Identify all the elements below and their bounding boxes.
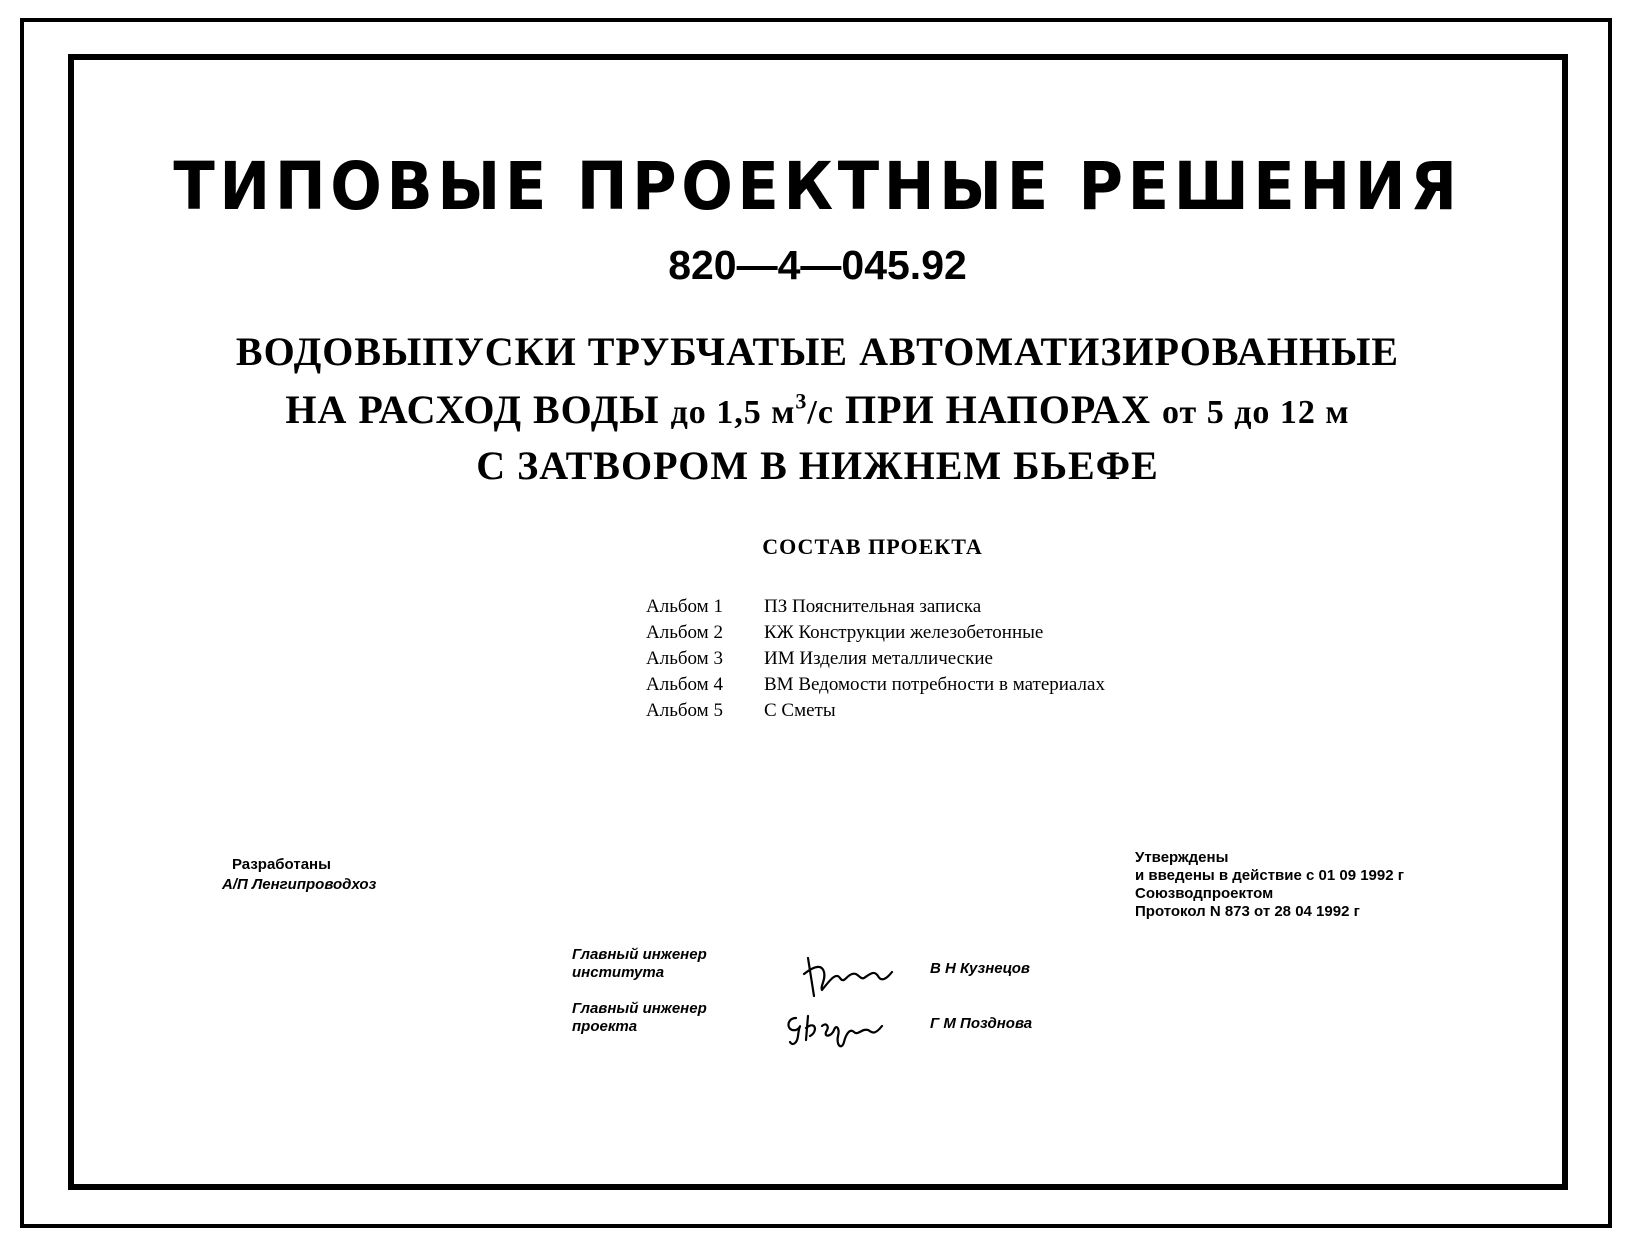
subtitle-line-2-unit: /с xyxy=(807,394,834,431)
album-number: Альбом 5 xyxy=(646,700,723,721)
signature-2-image xyxy=(782,1006,892,1056)
album-description: КЖ Конструкции железобетонные xyxy=(764,622,1044,643)
album-description: ИМ Изделия металлические xyxy=(764,648,993,669)
signature-1-image xyxy=(800,950,900,1002)
subtitle-line-2-part-a: НА РАСХОД ВОДЫ xyxy=(285,387,660,432)
signatory-2-role-line-2: проекта xyxy=(572,1018,638,1035)
album-number: Альбом 4 xyxy=(646,674,723,695)
albums-list xyxy=(646,594,1105,724)
album-number: Альбом 3 xyxy=(646,648,723,669)
subtitle-line-2 xyxy=(0,386,1635,433)
album-description: ВМ Ведомости потребности в материалах xyxy=(764,674,1105,695)
subtitle-line-2-head: от 5 до 12 м xyxy=(1161,394,1350,431)
developed-label: Разработаны xyxy=(232,856,331,873)
album-description: ПЗ Пояснительная записка xyxy=(764,596,982,617)
developed-org: А/П Ленгипроводхоз xyxy=(222,876,377,893)
subtitle-line-1: ВОДОВЫПУСКИ ТРУБЧАТЫЕ АВТОМАТИЗИРОВАННЫЕ xyxy=(235,329,1400,374)
approved-line-3: Союзводпроектом xyxy=(1135,885,1274,902)
album-number: Альбом 1 xyxy=(646,596,723,617)
album-description: С Сметы xyxy=(764,700,836,721)
subtitle-line-2-sup: 3 xyxy=(795,388,808,414)
signatory-1-role-line-1: Главный инженер xyxy=(572,946,707,963)
album-item xyxy=(646,672,1105,698)
approved-line-1: Утверждены xyxy=(1135,849,1229,866)
album-item xyxy=(646,620,1105,646)
signatory-1-role-line-2: института xyxy=(572,964,665,981)
album-number: Альбом 2 xyxy=(646,622,723,643)
album-item xyxy=(646,646,1105,672)
composition-heading: СОСТАВ ПРОЕКТА xyxy=(762,534,983,559)
approved-line-2: и введены в действие с 01 09 1992 г xyxy=(1135,867,1404,884)
subtitle-line-2-flow: до 1,5 м xyxy=(670,394,796,431)
signatory-2-name: Г М Позднова xyxy=(930,1015,1033,1032)
album-item xyxy=(646,698,1105,724)
subtitle-line-2-part-d: ПРИ НАПОРАХ xyxy=(844,387,1151,432)
approved-line-4: Протокол N 873 от 28 04 1992 г xyxy=(1135,903,1360,920)
document-title: ТИПОВЫЕ ПРОЕКТНЫЕ РЕШЕНИЯ xyxy=(173,148,1462,225)
document-code: 820—4—045.92 xyxy=(668,242,967,288)
signatory-2-role-line-1: Главный инженер xyxy=(572,1000,707,1017)
signatory-1-name: В Н Кузнецов xyxy=(930,960,1030,977)
subtitle-line-3: С ЗАТВОРОМ В НИЖНЕМ БЬЕФЕ xyxy=(476,443,1159,488)
album-item xyxy=(646,594,1105,620)
